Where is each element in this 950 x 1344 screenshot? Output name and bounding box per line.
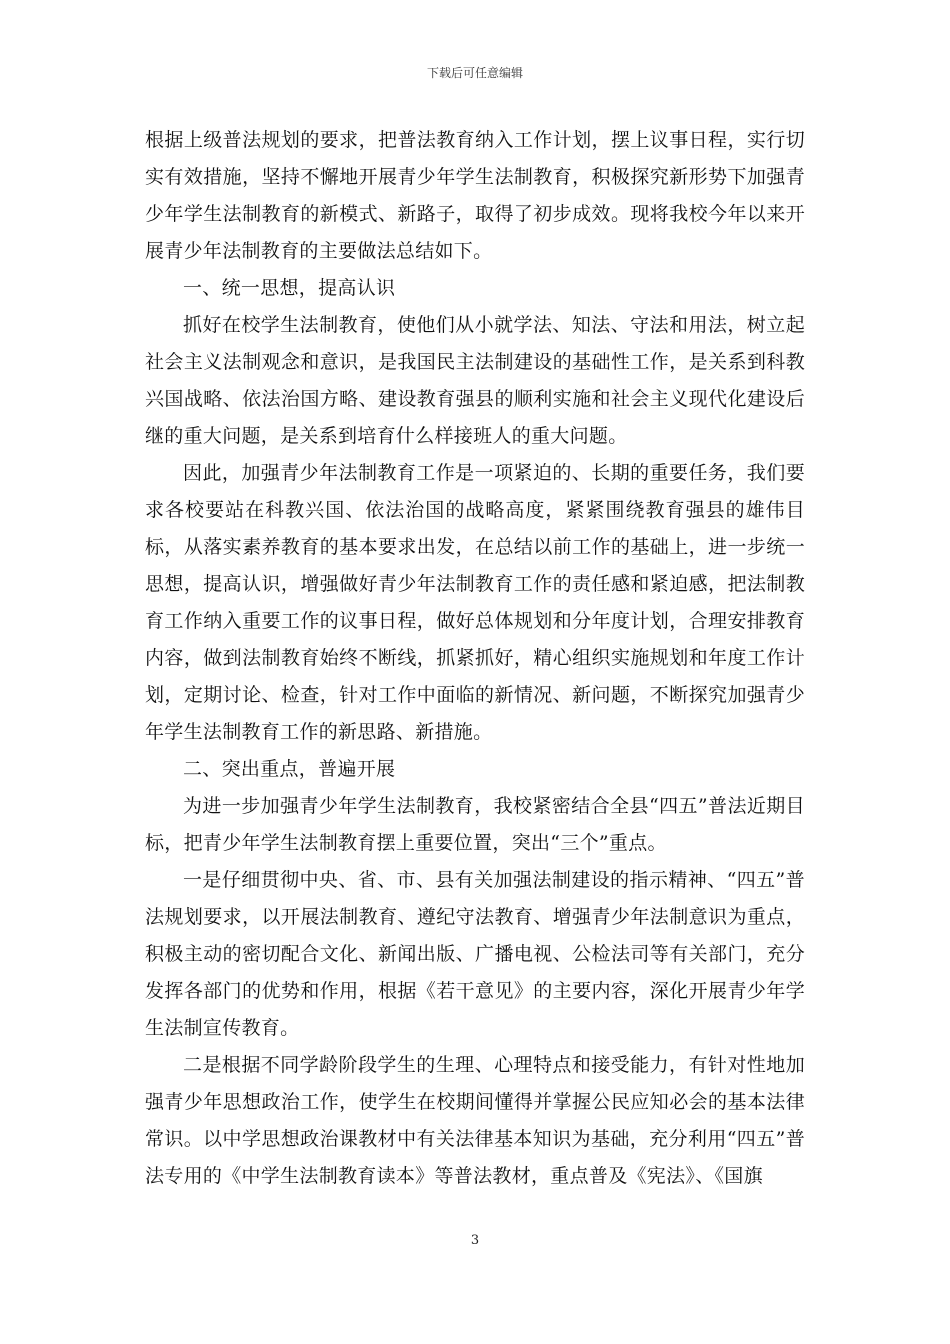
page-number: 3	[470, 1233, 480, 1248]
paragraph-intro: 根据上级普法规划的要求，把普法教育纳入工作计划，摆上议事日程，实行切实有效措施，坚持不懈地开展青少年学生法制教育，积极探究新形势下加强青少年学生法制教育的新模式、新路子，取得了初步成效。现将我校今年以来开展青少年法制教育的主要做法总结如下。	[145, 129, 805, 262]
paragraph-5: 为进一步加强青少年学生法制教育，我校紧密结合全县“四五”普法近期目标，把青少年学生法制教育摆上重要位置，突出“三个”重点。	[145, 795, 805, 854]
document-body	[145, 122, 805, 1195]
paragraph-3: 因此，加强青少年法制教育工作是一项紧迫的、长期的重要任务，我们要求各校要站在科教兴国、依法治国的战略高度，紧紧围绕教育强县的雄伟目标，从落实素养教育的基本要求出发，在总结以前工作的基础上，进一步统一思想，提高认识，增强做好青少年法制教育工作的责任感和紧迫感，把法制教育工作纳入重要工作的议事日程，做好总体规划和分年度计划，合理安排教育内容，做到法制教育始终不断线，抓紧抓好，精心组织实施规划和年度工作计划，定期讨论、检查，针对工作中面临的新情况、新问题，不断探究加强青少年学生法制教育工作的新思路、新措施。	[145, 462, 805, 743]
section-heading-1: 一、统一思想，提高认识	[183, 277, 396, 299]
section-heading-2: 二、突出重点，普遍开展	[183, 758, 396, 780]
paragraph-7: 二是根据不同学龄阶段学生的生理、心理特点和接受能力，有针对性地加强青少年思想政治工作，使学生在校期间懂得并掌握公民应知必会的基本法律常识。以中学思想政治课教材中有关法律基本知识为基础，充分利用“四五”普法专用的《中学生法制教育读本》等普法教材，重点普及《宪法》、《国旗	[145, 1054, 805, 1187]
paragraph-2: 抓好在校学生法制教育，使他们从小就学法、知法、守法和用法，树立起社会主义法制观念和意识，是我国民主法制建设的基础性工作，是关系到科教兴国战略、依法治国方略、建设教育强县的顺利实施和社会主义现代化建设后继的重大问题，是关系到培育什么样接班人的重大问题。	[145, 314, 805, 447]
page-header-note: 下载后可任意编辑	[426, 66, 523, 80]
paragraph-6: 一是仔细贯彻中央、省、市、县有关加强法制建设的指示精神、“四五”普法规划要求，以开展法制教育、遵纪守法教育、增强青少年法制意识为重点，积极主动的密切配合文化、新闻出版、广播电视、公检法司等有关部门，充分发挥各部门的优势和作用，根据《若干意见》的主要内容，深化开展青少年学生法制宣传教育。	[145, 869, 805, 1039]
